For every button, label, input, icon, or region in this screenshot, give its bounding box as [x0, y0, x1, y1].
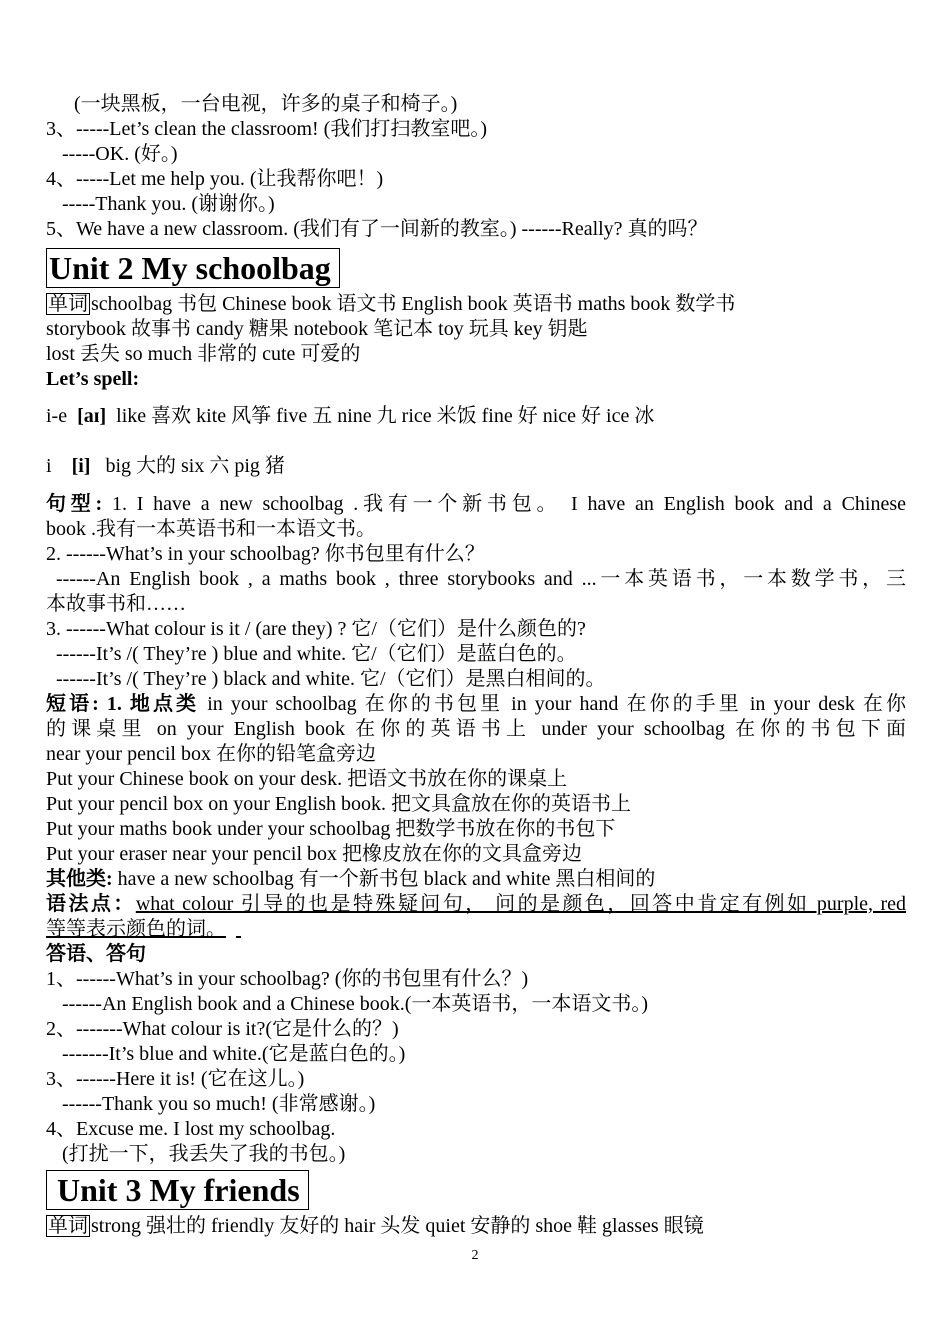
phrase-line: Put your Chinese book on your desk. 把语文书放在你的课桌上	[46, 768, 568, 790]
answer-line: ------Thank you so much! (非常感谢。)	[62, 1093, 376, 1115]
text-line: -----Thank you. (谢谢你。)	[62, 193, 275, 215]
answer-line: 2、-------What colour is it?(它是什么的？)	[46, 1018, 399, 1040]
text-line: 5、We have a new classroom. (我们有了一间新的教室。) ------Really? 真的吗？	[46, 218, 708, 240]
phrase-line: 的课桌里 on your English book 在你的英语书上 under your schoolbag 在你的书包下面	[46, 718, 906, 740]
words-label-box: 单词	[48, 1215, 88, 1237]
sentence-line: 2. ------What’s in your schoolbag? 你书包里有什么？	[46, 543, 485, 565]
grammar-text: 等等表示颜色的词。	[46, 918, 226, 940]
page-number: 2	[471, 1248, 479, 1263]
sentence-label: 句型:	[46, 493, 103, 515]
spell-line-i	[46, 454, 906, 479]
spell-line-ie	[46, 404, 906, 429]
unit-2-heading: Unit 2 My schoolbag	[46, 248, 340, 288]
answer-line: 3、------Here it is! (它在这儿。)	[46, 1068, 305, 1090]
other-label: 其他类:	[46, 868, 113, 890]
sentence-line	[46, 492, 906, 517]
vocab-line	[46, 1214, 906, 1239]
grammar-line	[46, 917, 906, 942]
spell-pattern: i-e	[46, 405, 68, 427]
vocab-line	[46, 292, 906, 317]
answer-line: -------It’s blue and white.(它是蓝白色的。)	[62, 1043, 406, 1065]
text-line: (一块黑板，一台电视，许多的桌子和椅子。)	[74, 93, 458, 115]
phrase-line: Put your pencil box on your English book. 把文具盒放在你的英语书上	[46, 793, 631, 815]
sentence-line: 本故事书和……	[46, 593, 186, 615]
text-line: 4、-----Let me help you. (让我帮你吧！)	[46, 168, 384, 190]
unit-3-heading: Unit 3 My friends	[46, 1170, 309, 1210]
grammar-label: 语法点：	[46, 893, 136, 915]
sentence-line: ------It’s /( They’re ) blue and white. 它/（它们）是蓝白色的。	[56, 643, 577, 665]
spell-pattern: i	[46, 455, 52, 477]
phrase-label: 短语: 1. 地点类	[46, 693, 200, 715]
vocab-line: lost 丢失 so much 非常的 cute 可爱的	[46, 343, 361, 365]
phonetic-symbol: [aɪ]	[77, 405, 107, 427]
phrase-text: in your schoolbag 在你的书包里 in your hand 在你的手里 in your desk 在你	[207, 693, 907, 715]
sentence-line: book .我有一本英语书和一本语文书。	[46, 518, 376, 540]
phrase-line: Put your eraser near your pencil box 把橡皮放在你的文具盒旁边	[46, 843, 583, 865]
phrase-line: Put your maths book under your schoolbag 把数学书放在你的书包下	[46, 818, 616, 840]
answer-line: (打扰一下，我丢失了我的书包。)	[62, 1143, 346, 1165]
phonetic-symbol: [i]	[71, 455, 91, 477]
spell-words: big 大的 six 六 pig 猪	[105, 455, 285, 477]
grammar-underline-tail	[236, 918, 241, 940]
answer-label: 答语、答句	[46, 943, 146, 965]
text-line: 3、-----Let’s clean the classroom! (我们打扫教室吧。)	[46, 118, 487, 140]
spell-words: like 喜欢 kite 风筝 five 五 nine 九 rice 米饭 fine 好 nice 好 ice 冰	[116, 405, 655, 427]
answer-line: ------An English book and a Chinese book.(一本英语书，一本语文书。)	[62, 993, 649, 1015]
grammar-line	[46, 892, 906, 917]
sentence-line: 3. ------What colour is it / (are they) ? 它/（它们）是什么颜色的?	[46, 618, 586, 640]
text-line: -----OK. (好。)	[62, 143, 178, 165]
vocab-line: storybook 故事书 candy 糖果 notebook 笔记本 toy 玩具 key 钥匙	[46, 318, 588, 340]
vocab-text: schoolbag 书包 Chinese book 语文书 English book 英语书 maths book 数学书	[91, 293, 736, 315]
vocab-text: strong 强壮的 friendly 友好的 hair 头发 quiet 安静的 shoe 鞋 glasses 眼镜	[91, 1215, 704, 1237]
words-label-box: 单词	[48, 293, 88, 315]
sentence-text: 1. I have a new schoolbag .我有一个新书包。 I have an English book and a Chinese	[111, 493, 907, 515]
other-phrase-line	[46, 867, 906, 892]
phrase-line: near your pencil box 在你的铅笔盒旁边	[46, 743, 376, 765]
answer-line: 4、Excuse me. I lost my schoolbag.	[46, 1118, 336, 1140]
grammar-text: what colour 引导的也是特殊疑问句， 问的是颜色，回答中肯定有例如 purple, red	[135, 893, 906, 915]
spell-label: Let’s spell:	[46, 368, 140, 390]
other-text: have a new schoolbag 有一个新书包 black and white 黑白相间的	[117, 868, 656, 890]
sentence-line: ------An English book , a maths book , three storybooks and ...一本英语书，一本数学书，三	[56, 568, 906, 590]
sentence-line: ------It’s /( They’re ) black and white. 它/（它们）是黑白相间的。	[56, 668, 606, 690]
phrase-line	[46, 692, 906, 717]
answer-line: 1、------What’s in your schoolbag? (你的书包里有什么？)	[46, 968, 529, 990]
